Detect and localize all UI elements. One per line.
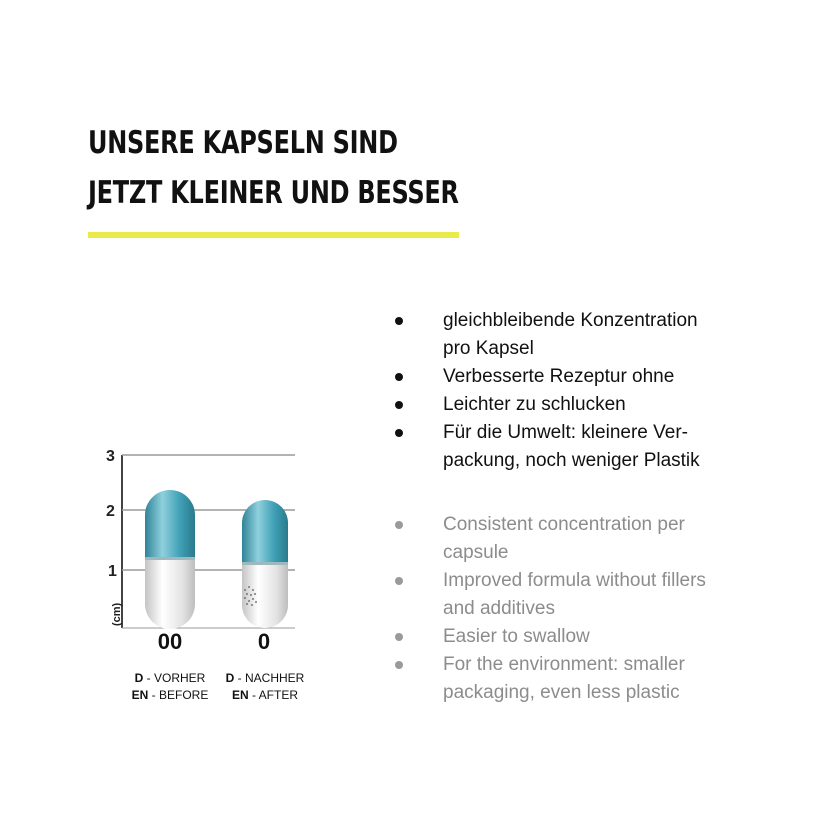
benefit-text: gleichbleibende Konzentration — [443, 310, 698, 331]
capsule-0-after — [242, 500, 288, 654]
capsule-size-label: 00 — [157, 629, 183, 654]
capsule-00-before — [145, 490, 195, 654]
caption-lang-code: D — [134, 671, 144, 685]
benefit-text: Verbesserte Rezeptur ohne — [443, 366, 675, 387]
capsule-size-label: 0 — [257, 629, 271, 654]
benefit-text: pro Kapsel — [443, 338, 534, 359]
benefit-text: packung, noch weniger Plastik — [443, 450, 700, 471]
english-benefit-item — [390, 651, 706, 707]
caption-lang-code: EN — [231, 688, 249, 702]
english-benefit-item — [390, 511, 706, 567]
headline-line-2: JETZT KLEINER UND BESSER — [88, 175, 459, 211]
english-benefits-list — [390, 511, 706, 707]
capsule-seam — [242, 562, 288, 565]
benefit-text: Leichter zu schlucken — [443, 394, 626, 415]
english-benefit-item — [390, 623, 706, 651]
y-tick-label: 1 — [108, 563, 117, 580]
caption-after: D - NACHHER EN - AFTER — [225, 671, 305, 702]
y-axis-unit: (cm) — [111, 602, 123, 626]
y-tick-label: 3 — [106, 448, 115, 465]
benefit-text: Easier to swallow — [443, 626, 590, 647]
headline-line-1: UNSERE KAPSELN SIND — [88, 125, 398, 161]
benefit-text: packaging, even less plastic — [443, 682, 680, 703]
german-benefit-item — [390, 391, 700, 419]
capsule-size-comparison — [100, 440, 300, 660]
capsule-body — [242, 563, 288, 628]
caption-lang-code: D — [225, 671, 235, 685]
benefit-text: capsule — [443, 542, 509, 563]
y-tick-label: 2 — [106, 503, 115, 520]
headline — [88, 118, 459, 218]
caption-before: D - VORHER EN - BEFORE — [131, 671, 209, 702]
caption-text: NACHHER — [245, 671, 305, 685]
benefit-text: and additives — [443, 598, 555, 619]
capsule-cap — [242, 500, 288, 565]
caption-lang-code: EN — [131, 688, 149, 702]
capsule-cap — [145, 490, 195, 560]
benefit-text: Improved formula without fillers — [443, 570, 706, 591]
benefit-text: Für die Umwelt: kleinere Ver- — [443, 422, 688, 443]
capsule-body — [145, 558, 195, 629]
german-benefits-list — [390, 307, 700, 475]
accent-underline — [88, 232, 459, 238]
german-benefit-item — [390, 363, 700, 391]
caption-text: VORHER — [154, 671, 206, 685]
caption-text: BEFORE — [159, 688, 209, 702]
english-benefit-item — [390, 567, 706, 623]
capsule-seam — [145, 557, 195, 560]
benefit-text: Consistent concentration per — [443, 514, 685, 535]
german-benefit-item — [390, 419, 700, 475]
caption-text: AFTER — [258, 688, 299, 702]
benefit-text: For the environment: smaller — [443, 654, 685, 675]
german-benefit-item — [390, 307, 700, 363]
